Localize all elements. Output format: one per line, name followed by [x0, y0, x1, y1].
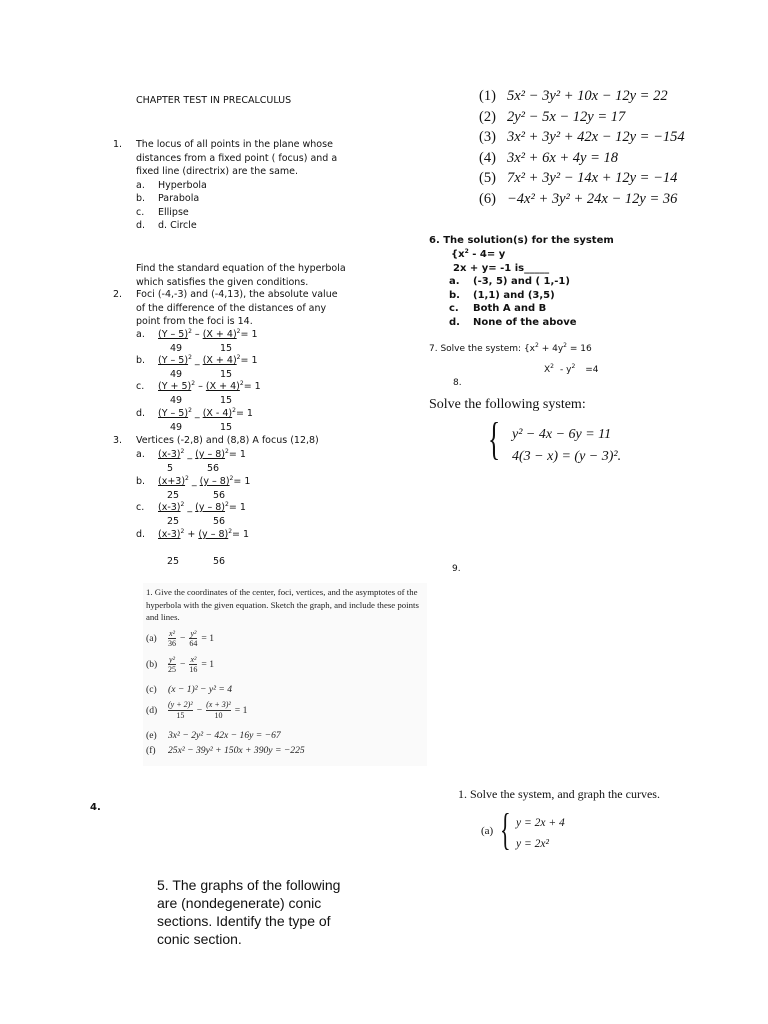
q3-number: 3.: [113, 435, 123, 446]
q2-line: Foci (-4,-3) and (-4,13), the absolute value: [136, 289, 338, 300]
q3-option-d-denominators: 25 56: [167, 556, 226, 567]
q1-option: c. Ellipse: [136, 206, 189, 218]
q1-line: fixed line (directrix) are the same.: [136, 166, 299, 177]
exercise-item-a: (a) $\frac{\text{x²}}{36}$ − $\frac{\text{y²}}{64}$ = 1: [146, 629, 215, 648]
q2-option-a: a. $(Y - 5)^2 - (X + 4)^2= 1$ 49 15: [136, 328, 258, 354]
exercise-item-f: (f) 25x² − 39y² + 150x + 390y = −225: [146, 745, 305, 756]
system-equation: y = 2x + 4: [516, 817, 565, 829]
q6-option: a. (-3, 5) and ( 1,-1): [449, 276, 570, 287]
q8-equation: y² − 4x − 6y = 11: [512, 427, 612, 442]
q3-option-b: b. $(x+3)^2$ _ (y – 8)$^2$= 1 25 56: [136, 475, 251, 501]
q3-option-d: d. $(x-3)^2 + (y - 8)^2= 1$: [136, 528, 250, 540]
q6-title: 6. The solution(s) for the system: [429, 235, 614, 246]
q5-line: sections. Identify the type of: [157, 913, 331, 929]
q1-option: b. Parabola: [136, 193, 200, 204]
q8-system: [512, 424, 621, 468]
q6-options: [449, 275, 577, 329]
instruction-line: which satisfies the given conditions.: [136, 276, 309, 288]
scanned-hyperbola-exercise: [143, 583, 427, 766]
q2-option-d: d. (Y – 5)$^2$ _ (X - 4)$^2$= 1 49 15: [136, 407, 253, 433]
q6-system-line1: {$x^2 - 4= y$: [451, 248, 506, 260]
conic-equation: (4) 3x² + 6x + 4y = 18: [479, 149, 619, 166]
q2-stem: [136, 288, 338, 329]
q1-option: a. Hyperbola: [136, 179, 207, 191]
exercise-line: and lines.: [146, 612, 180, 622]
hyperbola-instruction: [136, 262, 346, 289]
instruction-line: Find the standard equation of the hyperbola: [136, 263, 346, 274]
q7-line2: $X^2 - y^2 =4$: [544, 363, 599, 375]
q1-line: distances from a fixed point ( focus) and a: [136, 152, 338, 164]
exercise-line: hyperbola with the given equation. Sketch the graph, and include these points: [146, 599, 419, 610]
exercise-item-d: (d) $\frac{\text{(y + 2)²}}{15}$ − $\frac{\text{(x + 3)²}}{10}$ = 1: [146, 700, 248, 720]
conic-equation: (5) 7x² + 3y² − 14x + 12y = −14: [479, 170, 678, 186]
conic-equation: (2) 2y² − 5x − 12y = 17: [479, 108, 626, 125]
q1-option: d. d. Circle: [136, 220, 197, 231]
q6-option: b. (1,1) and (3,5): [449, 289, 555, 301]
q7-text: 7. Solve the system: {$x^2 + 4y^2 = 16$: [429, 342, 592, 354]
q1-stem: [136, 138, 337, 233]
q4-number: 4.: [90, 802, 101, 813]
conic-equation: (3) 3x² + 3y² + 42x − 12y = −154: [479, 129, 685, 145]
q2-line: of the difference of the distances of any: [136, 302, 327, 314]
q3-stem: Vertices (-2,8) and (8,8) A focus (12,8): [136, 435, 319, 446]
system-exercise-title: 1. Solve the system, and graph the curves.: [458, 787, 660, 801]
exercise-item-b: (b) $\frac{\text{y²}}{25}$ − $\frac{\text{x²}}{16}$ = 1: [146, 655, 215, 674]
q5-line: 5. The graphs of the following: [157, 877, 341, 893]
q8-title: Solve the following system:: [429, 397, 586, 412]
q6-option: d. None of the above: [449, 316, 577, 328]
exercise-line: 1. Give the coordinates of the center, foci, vertices, and the asymptotes of the: [146, 587, 418, 597]
q5-line: conic section.: [157, 931, 242, 947]
q9-number: 9.: [452, 564, 461, 574]
exercise-item-c: (c) (x − 1)² − y² = 4: [146, 684, 233, 695]
q2-number: 2.: [113, 289, 123, 300]
q6-system-line2: 2x + y= -1 is_____: [453, 263, 550, 274]
q5-line: are (nondegenerate) conic: [157, 895, 322, 911]
q6-option: c. Both A and B: [449, 303, 547, 314]
q8-brace: {: [488, 413, 501, 464]
q1-number: 1.: [113, 139, 123, 150]
q3-option-c: c. $(x-3)^2$ _ (y – 8)$^2$= 1 25 56: [136, 501, 246, 527]
system-exercise-label: (a): [481, 825, 494, 837]
q8-number: 8.: [453, 378, 462, 388]
conic-equation-list: [479, 86, 685, 209]
system-equations: [516, 813, 565, 855]
q2-option-b: b. (Y – 5)$^2$ _ $(X + 4)^2= 1$ 49 15: [136, 354, 258, 380]
conic-equation: (6) −4x² + 3y² + 24x − 12y = 36: [479, 190, 678, 207]
q2-line: point from the foci is 14.: [136, 316, 253, 327]
system-equation: y = 2x²: [516, 838, 549, 850]
q8-equation: 4(3 − x) = (y − 3)².: [512, 449, 622, 464]
q1-line: The locus of all points in the plane whose: [136, 139, 333, 150]
system-brace: {: [500, 805, 511, 854]
conic-equation: (1) 5x² − 3y² + 10x − 12y = 22: [479, 88, 668, 104]
q3-option-a: a. $(x-3)^2$ _ (y – 8)$^2$= 1 5 56: [136, 448, 246, 474]
q5-text: [157, 876, 340, 948]
page-title: CHAPTER TEST IN PRECALCULUS: [136, 95, 292, 106]
q2-option-c: c. $(Y + 5)^2 - (X + 4)^2= 1$ 49 15: [136, 380, 261, 406]
exercise-item-e: (e) 3x² − 2y² − 42x − 16y = −67: [146, 730, 281, 741]
